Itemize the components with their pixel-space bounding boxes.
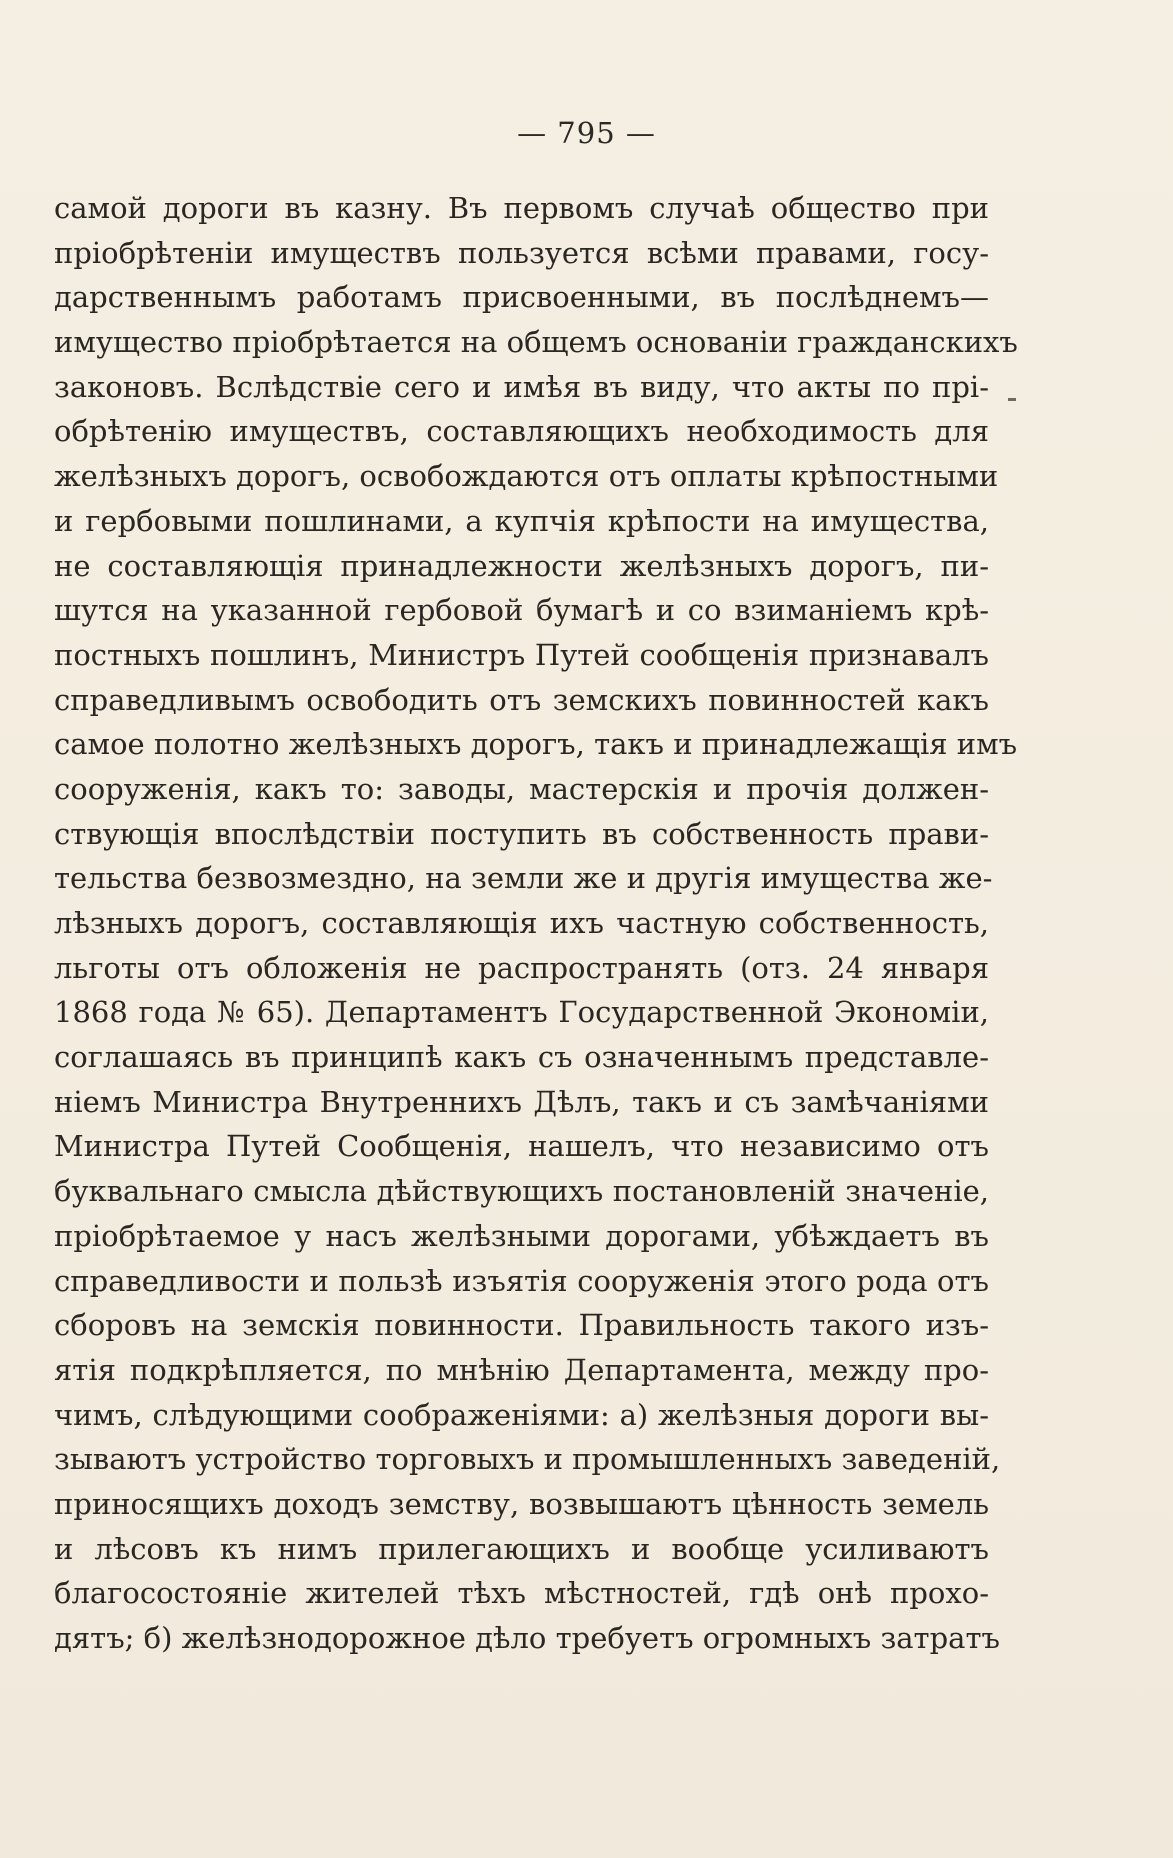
text-line: постныхъ пошлинъ, Министръ Путей сообщенія признавалъ: [54, 637, 989, 672]
text-line: шутся на указанной гербовой бумагѣ и со взиманіемъ крѣ-: [54, 593, 989, 628]
text-line: справедливости и пользѣ изъятія сооруженія этого рода отъ: [54, 1263, 989, 1298]
text-line: сборовъ на земскія повинности. Правильность такого изъ-: [54, 1308, 989, 1343]
text-line: Министра Путей Сообщенія, нашелъ, что независимо отъ: [54, 1129, 989, 1164]
text-line: соглашаясь въ принципѣ какъ съ означеннымъ представле-: [54, 1040, 989, 1075]
text-line: желѣзныхъ дорогъ, освобождаются отъ оплаты крѣпостными: [54, 459, 999, 494]
text-line: зываютъ устройство торговыхъ и промышленныхъ заведеній,: [54, 1442, 1001, 1477]
text-line: чимъ, слѣдующими соображеніями: а) желѣзныя дороги вы-: [54, 1397, 989, 1432]
text-line: приносящихъ доходъ земству, возвышаютъ цѣнность земель: [54, 1486, 989, 1521]
text-line: законовъ. Вслѣдствіе сего и имѣя въ виду, что акты по прі-: [54, 369, 989, 404]
page-number: — 795 —: [517, 116, 656, 150]
text-line: самое полотно желѣзныхъ дорогъ, такъ и принадлежащія имъ: [54, 727, 1018, 762]
text-line: дарственнымъ работамъ присвоенными, въ послѣднемъ—: [54, 280, 989, 315]
text-line: дятъ; б) желѣзнодорожное дѣло требуетъ огромныхъ затратъ: [54, 1621, 1000, 1655]
text-line: самой дороги въ казну. Въ первомъ случаѣ общество при: [54, 191, 989, 225]
body-text: [54, 186, 1018, 1661]
text-line: пріобрѣтаемое у насъ желѣзными дорогами, убѣждаетъ въ: [54, 1218, 989, 1253]
text-line: ніемъ Министра Внутреннихъ Дѣлъ, такъ и съ замѣчаніями: [54, 1084, 989, 1119]
text-line: 1868 года № 65). Департаментъ Государственной Экономіи,: [54, 995, 989, 1030]
text-line: и гербовыми пошлинами, а купчія крѣпости на имущества,: [54, 503, 989, 538]
text-line: не составляющія принадлежности желѣзныхъ дорогъ, пи-: [54, 548, 989, 583]
text-line: льготы отъ обложенія не распространять (отз. 24 января: [54, 950, 989, 985]
text-line: обрѣтенію имуществъ, составляющихъ необходимость для: [54, 414, 989, 449]
text-line: ятія подкрѣпляется, по мнѣнію Департамента, между про-: [54, 1352, 989, 1387]
text-line: сооруженія, какъ то: заводы, мастерскія и прочія должен-: [54, 771, 989, 806]
text-line: благосостояніе жителей тѣхъ мѣстностей, гдѣ онѣ прохо-: [54, 1576, 989, 1611]
text-line: имущество пріобрѣтается на общемъ основаніи гражданскихъ: [54, 325, 1018, 360]
margin-mark: [1008, 398, 1016, 401]
text-line: и лѣсовъ къ нимъ прилегающихъ и вообще усиливаютъ: [54, 1531, 989, 1566]
text-line: лѣзныхъ дорогъ, составляющія ихъ частную собственность,: [54, 906, 989, 940]
text-line: ствующія впослѣдствіи поступить въ собственность прави-: [54, 816, 989, 851]
text-line: справедливымъ освободить отъ земскихъ повинностей какъ: [54, 682, 989, 717]
text-line: буквальнаго смысла дѣйствующихъ постановленій значеніе,: [54, 1174, 989, 1209]
text-line: пріобрѣтеніи имуществъ пользуется всѣми правами, госу-: [54, 235, 989, 270]
text-line: тельства безвозмездно, на земли же и другія имущества же-: [54, 861, 993, 896]
